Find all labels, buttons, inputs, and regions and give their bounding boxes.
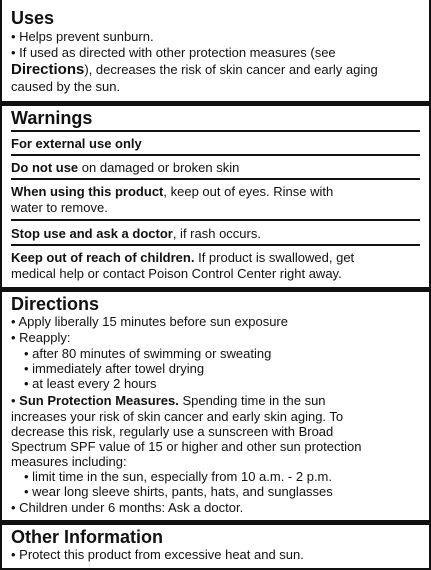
uses-item-1: • Helps prevent sunburn.: [11, 29, 154, 44]
measure-item: • wear long sleeve shirts, pants, hats, and sunglasses: [24, 484, 333, 499]
directions-apply: • Apply liberally 15 minutes before sun exposure: [11, 314, 288, 329]
divider: [2, 520, 429, 525]
directions-children: • Children under 6 months: Ask a doctor.: [11, 500, 244, 515]
spm-line: Spectrum SPF value of 15 or higher and other sun protection: [11, 439, 362, 454]
spm-line: decrease this risk, regularly use a sunscreen with Broad: [11, 424, 334, 439]
directions-reapply: • Reapply:: [11, 330, 71, 345]
other-info-item: • Protect this product from excessive heat and sun.: [11, 547, 304, 562]
warnings-heading: Warnings: [11, 108, 93, 128]
spm-line: measures including:: [11, 454, 127, 469]
reapply-item: • after 80 minutes of swimming or sweating: [24, 346, 272, 361]
uses-item-2: • If used as directed with other protection measures (see: [11, 45, 336, 60]
warning-keep-out-cont: medical help or contact Poison Control Center right away.: [11, 266, 342, 281]
uses-heading: Uses: [11, 8, 55, 28]
uses-item-2-end: caused by the sun.: [11, 79, 121, 94]
reapply-item: • immediately after towel drying: [24, 361, 205, 376]
spm-line: increases your risk of skin cancer and early skin aging. To: [11, 409, 344, 424]
measure-item: • limit time in the sun, especially from 10 a.m. - 2 p.m.: [24, 469, 332, 484]
warning-external: For external use only: [11, 136, 142, 151]
divider: [2, 101, 429, 106]
divider: [11, 130, 420, 132]
warning-do-not-use: Do not use on damaged or broken skin: [11, 160, 240, 175]
warning-when-using: When using this product, keep out of eyes. Rinse with: [11, 184, 334, 199]
reapply-item: • at least every 2 hours: [24, 376, 157, 391]
divider: [11, 154, 420, 156]
warning-when-using-cont: water to remove.: [11, 200, 108, 215]
warning-stop-use: Stop use and ask a doctor, if rash occurs.: [11, 226, 261, 241]
divider: [2, 287, 429, 292]
divider: [11, 178, 420, 180]
sun-protection-measures: • Sun Protection Measures. Spending time in the sun: [11, 393, 326, 408]
divider: [11, 244, 420, 246]
directions-heading: Directions: [11, 294, 100, 314]
warning-keep-out: Keep out of reach of children. If product is swallowed, get: [11, 250, 355, 265]
divider: [11, 219, 420, 221]
uses-item-2-cont: Directions), decreases the risk of skin cancer and early aging: [11, 61, 378, 78]
other-info-heading: Other Information: [11, 527, 163, 547]
